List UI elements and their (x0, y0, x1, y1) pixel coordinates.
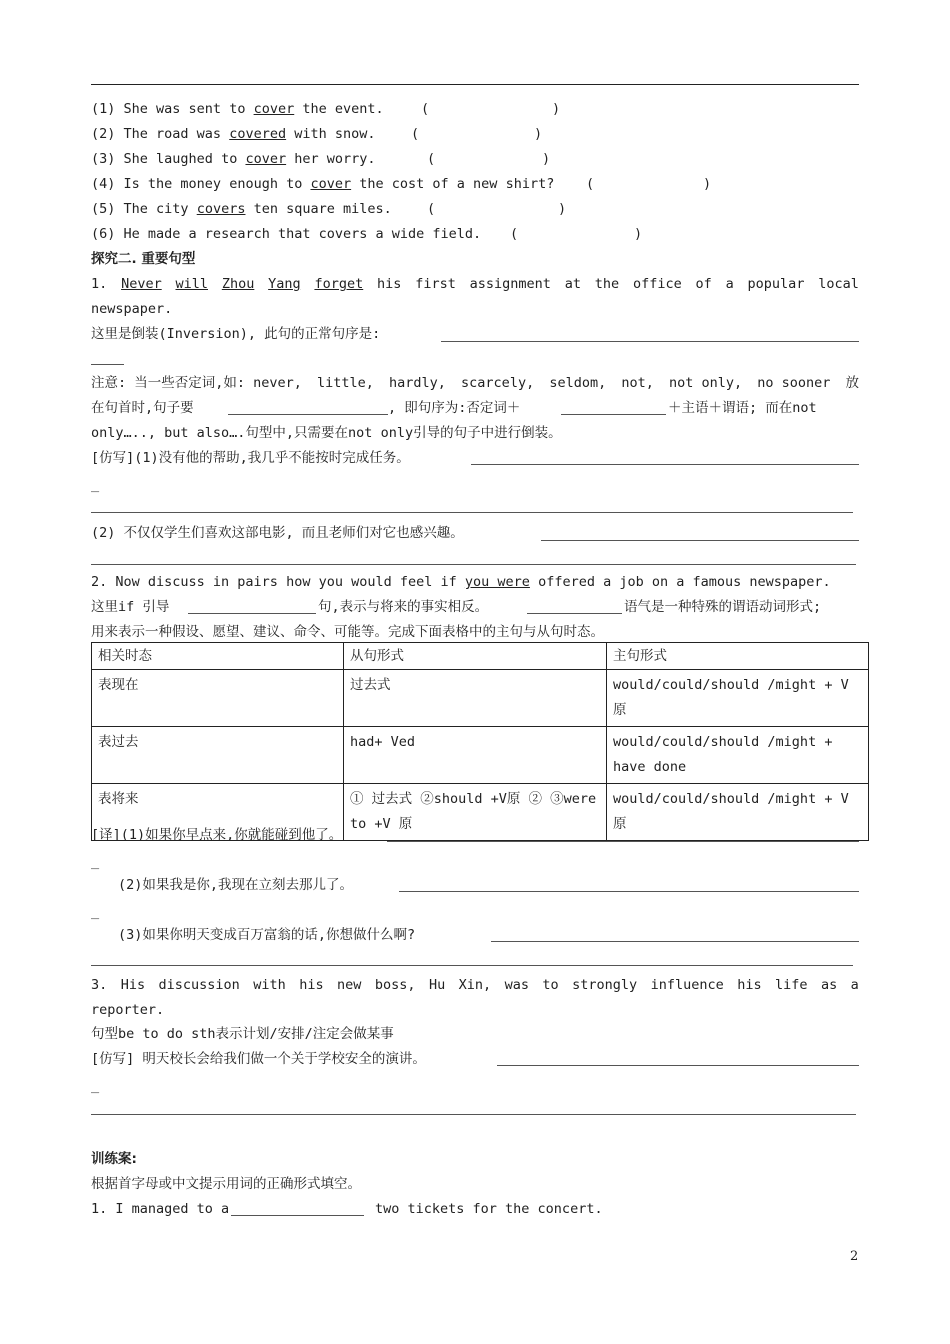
header-rule (91, 84, 859, 85)
answer-blank[interactable] (91, 965, 853, 966)
note-line: only….., but also….句型中,只需要在not only引导的句子中进行倒装。 (91, 425, 562, 441)
sentence-3: 3. His discussion with his new boss, Hu Xin, was to strongly influence his life as a (91, 977, 859, 993)
answer-blank[interactable] (228, 414, 388, 415)
answer-blank[interactable] (91, 1114, 856, 1115)
answer-paren: ( (586, 176, 595, 192)
table-row (92, 727, 869, 784)
imitation-prompt: [仿写] 明天校长会给我们做一个关于学校安全的演讲。 (91, 1051, 426, 1067)
table-header: 从句形式 (344, 643, 607, 670)
answer-paren: ( (427, 201, 436, 217)
table-cell: 表现在 (92, 670, 344, 727)
answer-blank[interactable] (387, 841, 859, 842)
answer-blank[interactable] (561, 414, 666, 415)
answer-blank[interactable] (91, 564, 856, 565)
document-page (91, 0, 859, 1344)
training-heading: 训练案: (91, 1151, 137, 1167)
blank-dash: _ (91, 904, 100, 920)
table-cell: 过去式 (344, 670, 607, 727)
table-header-row (92, 643, 869, 670)
answer-paren: ( (411, 126, 420, 142)
table-cell: would/could/should /might + V 原 (607, 670, 869, 727)
if-explanation: 语气是一种特殊的谓语动词形式; (624, 599, 822, 615)
answer-blank[interactable] (399, 891, 859, 892)
training-q1: 1. I managed to a (91, 1201, 230, 1217)
table-row (92, 670, 869, 727)
answer-paren: ( (427, 151, 436, 167)
if-explanation: 用来表示一种假设、愿望、建议、命令、可能等。完成下面表格中的主句与从句时态。 (91, 624, 604, 640)
answer-blank[interactable] (491, 941, 859, 942)
list-item: (4) Is the money enough to cover the cost of a new shirt? (91, 176, 555, 192)
answer-blank[interactable] (91, 512, 853, 513)
list-item: (3) She laughed to cover her worry. (91, 151, 376, 167)
blank-dash: _ (91, 854, 100, 870)
sentence-1-cont: newspaper. (91, 301, 173, 317)
list-item: (1) She was sent to cover the event. (91, 101, 384, 117)
imitation-prompt: (2) 不仅仅学生们喜欢这部电影, 而且老师们对它也感兴趣。 (91, 525, 464, 541)
translation-prompt: (2)如果我是你,我现在立刻去那儿了。 (118, 877, 354, 893)
answer-blank[interactable] (527, 613, 622, 614)
tense-table (91, 642, 869, 841)
list-item: (2) The road was covered with snow. (91, 126, 376, 142)
note-line: , 即句序为:否定词＋ (388, 400, 521, 416)
blank-dash: _ (91, 477, 100, 493)
inversion-question: 这里是倒装(Inversion), 此句的正常句序是: (91, 326, 381, 342)
table-header: 主句形式 (607, 643, 869, 670)
table-cell: ① 过去式 ②should +V原 ② ③were to +V 原 (344, 784, 607, 841)
if-explanation: 这里if 引导 (91, 599, 170, 615)
answer-blank[interactable] (471, 464, 859, 465)
if-explanation: 句,表示与将来的事实相反。 (318, 599, 489, 615)
note-line: 注意: 当一些否定词,如: never, little, hardly, scarcely, seldom, not, not only, no sooner 放 (91, 375, 859, 391)
answer-blank[interactable] (541, 540, 859, 541)
section-heading: 探究二. 重要句型 (91, 251, 196, 267)
answer-paren-close: ) (552, 101, 561, 117)
table-cell: 表将来 (92, 784, 344, 841)
table-cell: 表过去 (92, 727, 344, 784)
translation-prompt: [译](1)如果你早点来,你就能碰到他了。 (91, 827, 343, 843)
page-number: 2 (850, 1249, 859, 1264)
table-cell: had+ Ved (344, 727, 607, 784)
pattern-note: 句型be to do sth表示计划/安排/注定会做某事 (91, 1026, 394, 1042)
list-item: (5) The city covers ten square miles. (91, 201, 392, 217)
imitation-prompt: [仿写](1)没有他的帮助,我几乎不能按时完成任务。 (91, 450, 410, 466)
note-line: 在句首时,句子要 (91, 400, 194, 416)
blank-dash: _ (91, 1078, 100, 1094)
answer-paren-close: ) (558, 201, 567, 217)
sentence-3-cont: reporter. (91, 1002, 165, 1018)
sentence-2: 2. Now discuss in pairs how you would feel if you were offered a job on a famous newspaper. (91, 574, 831, 590)
translation-prompt: (3)如果你明天变成百万富翁的话,你想做什么啊? (118, 927, 416, 943)
answer-blank[interactable] (441, 341, 859, 342)
answer-paren: ( (421, 101, 430, 117)
answer-paren-close: ) (634, 226, 643, 242)
table-cell: would/could/should /might + have done (607, 727, 869, 784)
sentence-1: 1. Never will Zhou Yang forget his first assignment at the office of a popular local (91, 276, 859, 292)
answer-paren: ( (510, 226, 519, 242)
training-q1-rest: two tickets for the concert. (375, 1201, 603, 1217)
answer-blank[interactable] (91, 364, 124, 365)
table-cell: would/could/should /might + V 原 (607, 784, 869, 841)
answer-paren-close: ) (542, 151, 551, 167)
list-item: (6) He made a research that covers a wide field. (91, 226, 482, 242)
answer-paren-close: ) (534, 126, 543, 142)
training-instructions: 根据首字母或中文提示用词的正确形式填空。 (91, 1176, 361, 1192)
table-header: 相关时态 (92, 643, 344, 670)
answer-paren-close: ) (703, 176, 712, 192)
note-line: ＋主语＋谓语; 而在not (668, 400, 817, 416)
answer-blank[interactable] (497, 1065, 859, 1066)
answer-blank[interactable] (188, 613, 316, 614)
answer-blank[interactable] (231, 1215, 364, 1216)
